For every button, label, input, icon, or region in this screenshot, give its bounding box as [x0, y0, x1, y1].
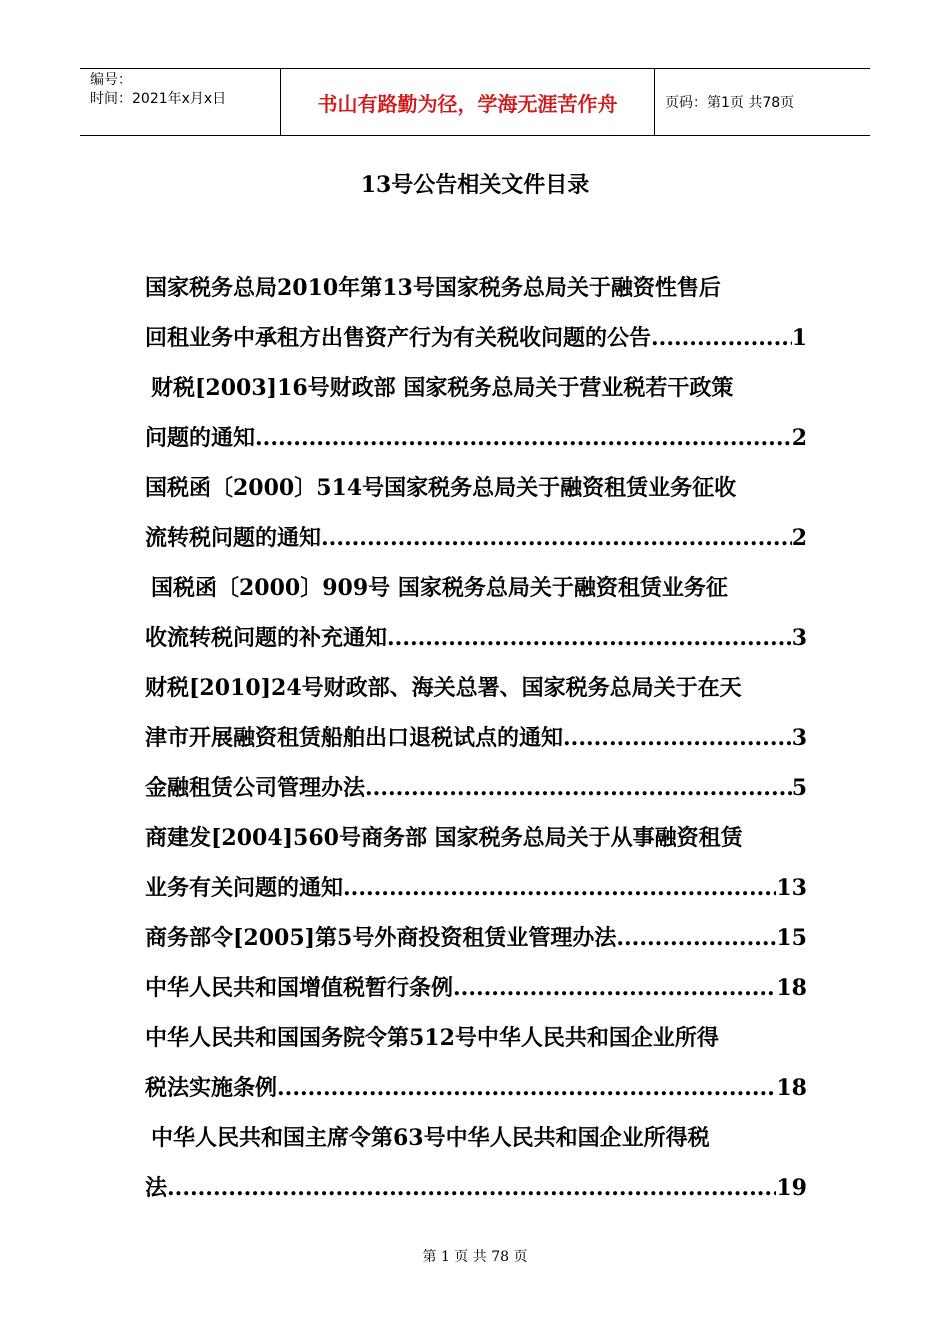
toc-page-number: 18	[776, 975, 807, 1001]
toc-entry-line[interactable]: 中华人民共和国主席令第63号中华人民共和国企业所得税	[151, 1125, 710, 1151]
toc-leader	[563, 713, 792, 763]
toc-page-number: 18	[776, 1075, 807, 1101]
toc-leader	[453, 963, 776, 1013]
toc-entry-line[interactable]	[145, 713, 807, 763]
header-motto: 书山有路勤为径，学海无涯苦作舟	[281, 69, 655, 135]
toc-entry-line[interactable]	[145, 1163, 807, 1213]
toc-page-number: 13	[776, 875, 807, 901]
toc-leader	[365, 763, 792, 813]
document-number-label: 编号：	[90, 72, 132, 88]
toc-page-number: 19	[776, 1175, 807, 1201]
toc-entry-text: 津市开展融资租赁船舶出口退税试点的通知	[145, 725, 564, 751]
toc-page-number: 3	[791, 725, 807, 751]
toc-entry-line[interactable]: 国税函〔2000〕909号 国家税务总局关于融资租赁业务征	[151, 575, 728, 601]
toc-entry-line[interactable]: 财税[2010]24号财政部、海关总署、国家税务总局关于在天	[145, 675, 742, 701]
toc-page-number: 2	[791, 525, 807, 551]
toc-entry-text: 业务有关问题的通知	[145, 875, 344, 901]
toc-leader	[255, 413, 792, 463]
toc-entry-line[interactable]: 中华人民共和国国务院令第512号中华人民共和国企业所得	[145, 1025, 719, 1051]
toc-entry-text: 回租业务中承租方出售资产行为有关税收问题的公告	[145, 325, 652, 351]
toc-page-number: 1	[791, 325, 807, 351]
toc-leader	[616, 913, 776, 963]
toc-entry-line[interactable]: 商建发[2004]560号商务部 国家税务总局关于从事融资租赁	[145, 825, 743, 851]
toc-entry-line[interactable]	[145, 763, 807, 813]
header-page-info: 页码：第1页 共78页	[665, 95, 795, 111]
toc-entry-line[interactable]: 国税函〔2000〕514号国家税务总局关于融资租赁业务征收	[145, 475, 737, 501]
toc-page-number: 2	[791, 425, 807, 451]
toc-entry-line[interactable]	[145, 913, 807, 963]
page-footer: 第 1 页 共 78 页	[422, 1249, 528, 1265]
toc-entry-line[interactable]	[145, 963, 807, 1013]
toc-entry-text: 问题的通知	[145, 425, 256, 451]
toc-entry-text: 金融租赁公司管理办法	[145, 775, 366, 801]
toc-entry-line[interactable]	[145, 413, 807, 463]
toc-entry-text: 收流转税问题的补充通知	[145, 625, 388, 651]
toc-entry-line[interactable]	[145, 313, 807, 363]
toc-entry-text: 税法实施条例	[145, 1075, 278, 1101]
toc-entry-line[interactable]	[145, 513, 807, 563]
toc-entry-text: 法	[145, 1175, 168, 1201]
toc-leader	[651, 313, 792, 363]
toc-leader	[277, 1063, 776, 1113]
toc-entry-text: 商务部令[2005]第5号外商投资租赁业管理办法	[145, 925, 617, 951]
toc-entry-line[interactable]	[145, 613, 807, 663]
page-header	[80, 68, 870, 136]
table-of-contents	[145, 263, 807, 1213]
toc-leader	[343, 863, 776, 913]
document-time-label: 时间：2021年x月x日	[90, 91, 227, 107]
toc-entry-line[interactable]: 财税[2003]16号财政部 国家税务总局关于营业税若干政策	[151, 375, 734, 401]
toc-entry-line[interactable]: 国家税务总局2010年第13号国家税务总局关于融资性售后	[145, 275, 721, 301]
toc-page-number: 3	[791, 625, 807, 651]
toc-entry-line[interactable]	[145, 1063, 807, 1113]
toc-leader	[387, 613, 792, 663]
toc-leader	[167, 1163, 776, 1213]
toc-page-number: 5	[791, 775, 807, 801]
toc-entry-text: 流转税问题的通知	[145, 525, 322, 551]
header-meta	[80, 69, 281, 135]
toc-page-number: 15	[776, 925, 807, 951]
toc-entry-line[interactable]	[145, 863, 807, 913]
toc-leader	[321, 513, 792, 563]
document-title: 13号公告相关文件目录	[360, 172, 590, 198]
toc-entry-text: 中华人民共和国增值税暂行条例	[145, 975, 454, 1001]
